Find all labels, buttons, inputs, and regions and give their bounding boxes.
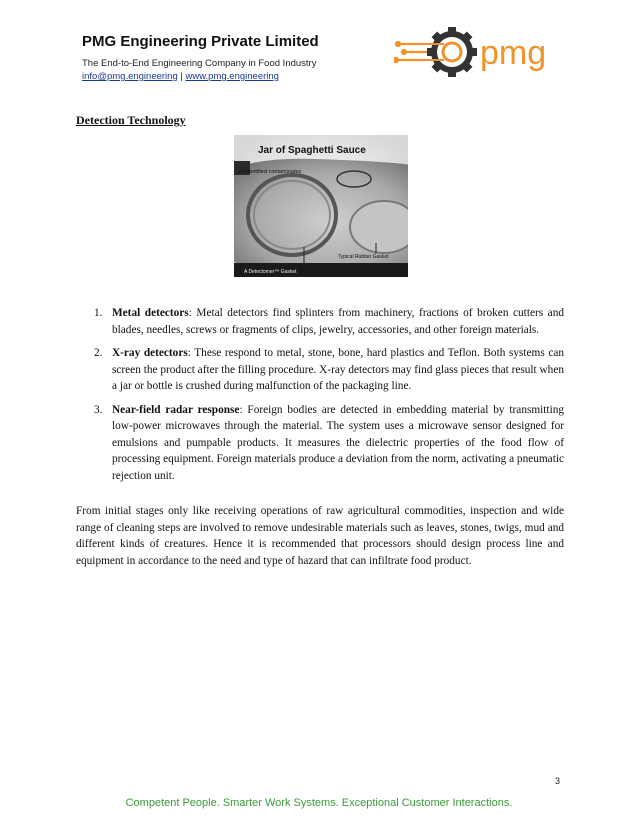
- company-name: PMG Engineering Private Limited: [82, 33, 319, 50]
- list-item-text: : Foreign bodies are detected in embedding material by transmitting low-power microwaves through the material. The system uses a microwave sensor designed for emulsions and pumpable products. It measures the dielectric properties of the food flow of processing equipment. Foreign materials produce a deviation from the norm, activating a pneumatic rejection unit.: [112, 403, 565, 482]
- figure-title: Jar of Spaghetti Sauce: [258, 145, 366, 156]
- list-item: [76, 305, 564, 338]
- list-item-number: 2.: [94, 347, 103, 359]
- company-tagline: The End-to-End Engineering Company in Food Industry: [82, 58, 317, 69]
- list-item-term: X-ray detectors: [112, 347, 188, 359]
- figure-label-gasket: Typical Rubber Gasket: [338, 254, 389, 260]
- figure-label-contaminates: Unidentified contaminates: [238, 169, 302, 175]
- gear-circuit-icon: [394, 26, 556, 78]
- figure-label-detectomer: A Detectomer™ Gasket: [244, 269, 297, 275]
- logo-text: pmg: [480, 34, 547, 72]
- email-link[interactable]: info@pmg.engineering: [82, 71, 178, 82]
- list-item-text: : Metal detectors find splinters from machinery, fractions of broken cutters and blades, needles, screws or fragments of clips, jewelry, accessories, and other foreign materials.: [112, 307, 564, 336]
- list-item: [76, 402, 564, 485]
- list-item-term: Near-field radar response: [112, 403, 240, 416]
- website-link[interactable]: www.pmg.engineering: [185, 71, 279, 82]
- body-paragraph: From initial stages only like receiving operations of raw agricultural commodities, inspection and wide range of cleaning steps are involved to remove undesirable materials such as leaves, stones, twigs, mud and different kinds of creatures. Hence it is recommended that processors should design process line and equipment in accordance to the need and type of hazard that can infiltrate food product.: [76, 505, 564, 567]
- list-item: [76, 345, 564, 395]
- detection-methods-list: [76, 305, 564, 491]
- page-number: 3: [555, 776, 561, 786]
- list-item-term: Metal detectors: [112, 307, 189, 319]
- list-item-number: 3.: [94, 403, 103, 416]
- contact-separator: |: [180, 71, 183, 82]
- list-item-text: : These respond to metal, stone, bone, hard plastics and Teflon. Both systems can screen the product after the filling procedure. X-ray detectors may find glass pieces that result when a jar or bottle is crushed during malfunction of the packaging line.: [112, 347, 565, 392]
- pmg-logo: [394, 26, 556, 78]
- footer-slogan: Competent People. Smarter Work Systems. Exceptional Customer Interactions.: [125, 797, 513, 809]
- section-heading: Detection Technology: [76, 113, 186, 127]
- contact-line: [82, 71, 279, 82]
- list-item-number: 1.: [94, 307, 103, 319]
- xray-jar-image: [234, 135, 408, 277]
